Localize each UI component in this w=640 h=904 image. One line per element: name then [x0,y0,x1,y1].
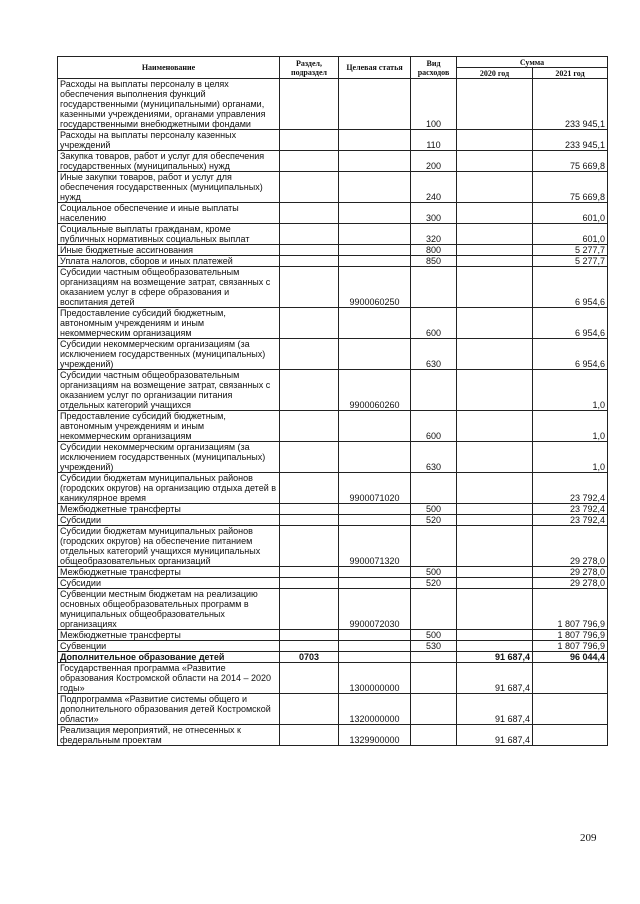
table-row [58,725,608,746]
cell-vid: 850 [411,256,457,267]
cell-y20 [457,79,533,130]
header-year-2020: 2020 год [457,68,533,79]
cell-y20 [457,630,533,641]
table-row [58,308,608,339]
cell-y20: 91 687,4 [457,725,533,746]
table-row [58,339,608,370]
cell-tgt [339,652,411,663]
cell-tgt [339,630,411,641]
cell-sec [280,567,339,578]
cell-tgt [339,224,411,245]
table-row [58,267,608,308]
cell-vid: 100 [411,79,457,130]
cell-sec [280,308,339,339]
cell-vid [411,473,457,504]
cell-y20: 91 687,4 [457,694,533,725]
cell-vid [411,725,457,746]
budget-table [57,56,608,746]
cell-name: Реализация мероприятий, не отнесенных к федеральным проектам [58,725,280,746]
cell-sec [280,442,339,473]
cell-tgt [339,411,411,442]
cell-y21: 601,0 [533,224,608,245]
table-row [58,473,608,504]
cell-sec [280,694,339,725]
table-row [58,694,608,725]
cell-y20 [457,515,533,526]
cell-vid: 320 [411,224,457,245]
header-target: Целевая статья [339,57,411,79]
cell-vid: 600 [411,308,457,339]
cell-vid: 500 [411,567,457,578]
cell-tgt [339,172,411,203]
cell-tgt: 1320000000 [339,694,411,725]
cell-y20 [457,151,533,172]
cell-tgt: 1300000000 [339,663,411,694]
cell-vid [411,694,457,725]
cell-y20 [457,589,533,630]
table-row [58,504,608,515]
table-row [58,245,608,256]
table-row [58,130,608,151]
cell-name: Закупка товаров, работ и услуг для обеспечения государственных (муниципальных) нужд [58,151,280,172]
table-row [58,79,608,130]
cell-name: Межбюджетные трансферты [58,630,280,641]
cell-sec [280,473,339,504]
table-row [58,370,608,411]
cell-y20 [457,370,533,411]
cell-vid [411,652,457,663]
cell-y21: 1 807 796,9 [533,589,608,630]
cell-y21: 29 278,0 [533,578,608,589]
cell-vid [411,589,457,630]
cell-sec [280,589,339,630]
cell-vid [411,663,457,694]
cell-y20 [457,578,533,589]
cell-sec [280,526,339,567]
cell-y20 [457,567,533,578]
cell-tgt [339,203,411,224]
cell-y21: 75 669,8 [533,151,608,172]
cell-y21: 1 807 796,9 [533,641,608,652]
cell-y20 [457,172,533,203]
cell-sec [280,630,339,641]
cell-y21: 1,0 [533,370,608,411]
header-section: Раздел, подраздел [280,57,339,79]
cell-y21: 6 954,6 [533,339,608,370]
cell-y20 [457,411,533,442]
cell-name: Иные бюджетные ассигнования [58,245,280,256]
cell-name: Субсидии [58,515,280,526]
cell-name: Подпрограмма «Развитие системы общего и дополнительного образования детей Костромской области» [58,694,280,725]
table-row [58,630,608,641]
cell-sec [280,79,339,130]
cell-tgt [339,130,411,151]
cell-y20 [457,267,533,308]
cell-tgt [339,504,411,515]
cell-sec [280,370,339,411]
cell-vid: 200 [411,151,457,172]
cell-y20 [457,339,533,370]
cell-tgt [339,245,411,256]
cell-sec [280,245,339,256]
table-row [58,526,608,567]
cell-y21: 233 945,1 [533,130,608,151]
cell-vid: 240 [411,172,457,203]
cell-y20 [457,442,533,473]
cell-y21: 75 669,8 [533,172,608,203]
header-year-2021: 2021 год [533,68,608,79]
cell-name: Субсидии [58,578,280,589]
header-sum: Сумма [457,57,608,68]
cell-vid: 520 [411,515,457,526]
cell-y21: 233 945,1 [533,79,608,130]
cell-sec [280,172,339,203]
cell-sec [280,641,339,652]
table-row [58,578,608,589]
table-row [58,515,608,526]
table-row [58,652,608,663]
cell-name: Предоставление субсидий бюджетным, автономным учреждениям и иным некоммерческим организациям [58,411,280,442]
cell-y20 [457,473,533,504]
cell-y21: 29 278,0 [533,526,608,567]
cell-name: Межбюджетные трансферты [58,504,280,515]
cell-name: Предоставление субсидий бюджетным, автономным учреждениям и иным некоммерческим организациям [58,308,280,339]
cell-tgt [339,151,411,172]
cell-vid [411,267,457,308]
cell-y20: 91 687,4 [457,663,533,694]
cell-vid: 300 [411,203,457,224]
cell-y20 [457,526,533,567]
cell-sec [280,725,339,746]
cell-y21: 1,0 [533,442,608,473]
table-row [58,641,608,652]
cell-y20 [457,256,533,267]
table-row [58,172,608,203]
cell-tgt [339,79,411,130]
cell-name: Субсидии бюджетам муниципальных районов (городских округов) на организацию отдыха детей в каникулярное время [58,473,280,504]
cell-sec [280,663,339,694]
table-row [58,663,608,694]
table-row [58,224,608,245]
cell-vid: 520 [411,578,457,589]
cell-name: Субсидии частным общеобразовательным организациям на возмещение затрат, связанных с оказанием услуг в сфере образования и воспитания детей [58,267,280,308]
cell-name: Субвенции [58,641,280,652]
cell-y20: 91 687,4 [457,652,533,663]
cell-vid: 530 [411,641,457,652]
cell-y21: 6 954,6 [533,308,608,339]
cell-tgt: 9900071320 [339,526,411,567]
cell-vid [411,370,457,411]
table-body [58,79,608,746]
table-row [58,567,608,578]
cell-y20 [457,245,533,256]
cell-sec [280,256,339,267]
cell-y21: 29 278,0 [533,567,608,578]
cell-vid: 630 [411,339,457,370]
cell-y21: 5 277,7 [533,245,608,256]
cell-y21 [533,694,608,725]
cell-vid: 600 [411,411,457,442]
cell-vid: 110 [411,130,457,151]
cell-name: Субвенции местным бюджетам на реализацию основных общеобразовательных программ в муниципальных общеобразовательных организациях [58,589,280,630]
cell-sec [280,515,339,526]
cell-sec [280,339,339,370]
cell-y21: 1,0 [533,411,608,442]
budget-table-page [57,56,607,746]
page-number: 209 [580,832,597,844]
cell-name: Иные закупки товаров, работ и услуг для обеспечения государственных (муниципальных) нужд [58,172,280,203]
table-row [58,589,608,630]
cell-name: Субсидии частным общеобразовательным организациям на возмещение затрат, связанных с оказанием услуг по организации питания отдельных категорий учащихся [58,370,280,411]
table-row [58,203,608,224]
cell-name: Государственная программа «Развитие образования Костромской области на 2014 – 2020 годы» [58,663,280,694]
cell-y21: 1 807 796,9 [533,630,608,641]
cell-sec: 0703 [280,652,339,663]
cell-sec [280,578,339,589]
cell-name: Субсидии некоммерческим организациям (за исключением государственных (муниципальных) учреждений) [58,339,280,370]
cell-y20 [457,641,533,652]
cell-y20 [457,203,533,224]
cell-vid: 500 [411,504,457,515]
cell-sec [280,203,339,224]
cell-tgt [339,442,411,473]
cell-tgt [339,567,411,578]
cell-vid [411,526,457,567]
cell-name: Расходы на выплаты персоналу в целях обеспечения выполнения функций государственными (муниципальными) органами, казенными учреждениями, органами управления государственными внебюджетными фондами [58,79,280,130]
cell-tgt: 1329900000 [339,725,411,746]
cell-vid: 630 [411,442,457,473]
cell-y21: 6 954,6 [533,267,608,308]
cell-name: Социальное обеспечение и иные выплаты населению [58,203,280,224]
cell-name: Расходы на выплаты персоналу казенных учреждений [58,130,280,151]
cell-name: Уплата налогов, сборов и иных платежей [58,256,280,267]
cell-y20 [457,224,533,245]
cell-sec [280,224,339,245]
cell-sec [280,267,339,308]
cell-tgt: 9900060250 [339,267,411,308]
cell-tgt [339,256,411,267]
header-kind: Вид расходов [411,57,457,79]
cell-name: Межбюджетные трансферты [58,567,280,578]
cell-vid: 800 [411,245,457,256]
cell-tgt [339,515,411,526]
cell-tgt: 9900060260 [339,370,411,411]
cell-y21: 23 792,4 [533,515,608,526]
cell-y21 [533,725,608,746]
cell-name: Субсидии некоммерческим организациям (за исключением государственных (муниципальных) учреждений) [58,442,280,473]
cell-y21 [533,663,608,694]
cell-y20 [457,130,533,151]
cell-sec [280,130,339,151]
table-row [58,151,608,172]
table-row [58,411,608,442]
cell-name: Субсидии бюджетам муниципальных районов (городских округов) на обеспечение питанием отдельных категорий учащихся муниципальных общеобразовательных организаций [58,526,280,567]
cell-y21: 5 277,7 [533,256,608,267]
cell-tgt [339,308,411,339]
cell-name: Социальные выплаты гражданам, кроме публичных нормативных социальных выплат [58,224,280,245]
cell-y21: 23 792,4 [533,473,608,504]
cell-sec [280,504,339,515]
cell-tgt: 9900072030 [339,589,411,630]
cell-y20 [457,504,533,515]
cell-tgt: 9900071020 [339,473,411,504]
cell-tgt [339,339,411,370]
cell-sec [280,411,339,442]
cell-tgt [339,578,411,589]
cell-vid: 500 [411,630,457,641]
cell-y20 [457,308,533,339]
table-row [58,442,608,473]
cell-tgt [339,641,411,652]
cell-y21: 96 044,4 [533,652,608,663]
cell-name: Дополнительное образование детей [58,652,280,663]
cell-y21: 23 792,4 [533,504,608,515]
table-row [58,256,608,267]
cell-y21: 601,0 [533,203,608,224]
cell-sec [280,151,339,172]
header-name: Наименование [58,57,280,79]
